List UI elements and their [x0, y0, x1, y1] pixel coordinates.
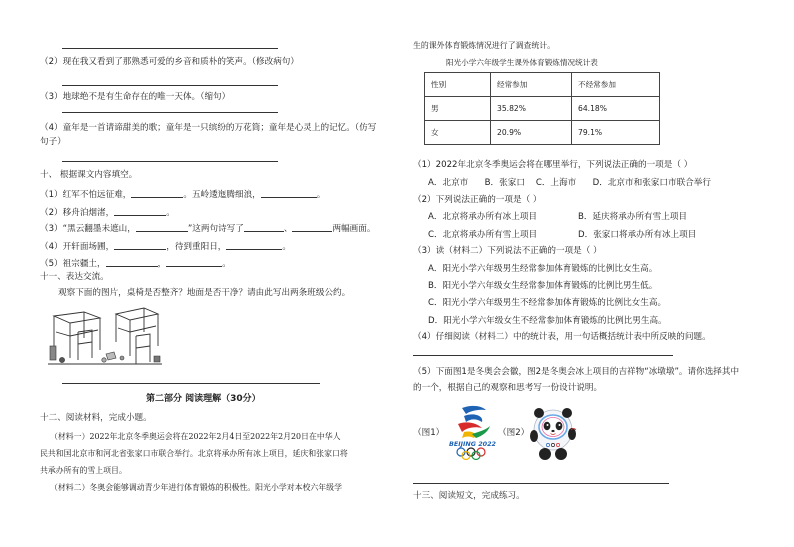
table-cell: 64.18% [572, 97, 660, 121]
option-b: B．阳光小学六年级女生经常参加体育锻炼的比例比男生低。 [428, 281, 658, 291]
question-2: （2）现在我又看到了那熟悉可爱的乡音和质朴的笑声。（修改病句） [40, 57, 299, 67]
option-c: C．北京将承办所有雪上项目 [428, 230, 538, 240]
fill-1-text-c: 。 [316, 190, 326, 200]
table-header-row [425, 73, 660, 97]
answer-line [413, 483, 669, 484]
blank-field[interactable] [166, 257, 222, 267]
blank-field[interactable] [292, 222, 332, 232]
fill-4-text-a: （4）开轩面场圃， [40, 242, 115, 252]
blank-field[interactable] [106, 257, 158, 267]
fill-5-text-a: （5）祖宗疆土， [40, 259, 106, 269]
fill-4 [40, 240, 291, 253]
reading-question-2: （2）下列说法正确的一项是（ ） [413, 195, 542, 205]
question-4-line2: 句子） [40, 137, 66, 147]
table-row [425, 121, 660, 145]
blank-field[interactable] [131, 188, 183, 198]
blank-field[interactable] [136, 222, 188, 232]
reading-question-5-line1: （5）下面图1是冬奥会会徽，图2是冬奥会冰上项目的吉祥物“冰墩墩”。请你选择其中 [413, 367, 740, 377]
section-11-prompt: 观察下面的图片，桌椅是否整齐？地面是否干净？请由此写出两条班级公约。 [58, 288, 351, 298]
table-header-cell: 性别 [425, 73, 491, 97]
fill-1 [40, 188, 325, 201]
part-2-title: 第二部分 阅读理解（30分） [146, 394, 261, 404]
fill-3-text-b: ”这两句诗写了 [187, 224, 244, 234]
option-a: A．北京将承办所有冰上项目 [428, 212, 538, 222]
fill-4-text-b: ，待到重阳日， [166, 242, 227, 252]
question-4-line1: （4）童年是一首请谛甜美的歌；童年是一只缤纷的万花筒；童年是心灵上的记忆。（仿写 [40, 123, 377, 133]
answer-line [62, 85, 278, 86]
option-b: B．延庆将承办所有雪上项目 [578, 212, 688, 222]
fill-1-text-b: 。五岭逶迤腾细浪， [183, 190, 261, 200]
answer-line [62, 48, 278, 49]
exercise-statistics-table [424, 72, 660, 145]
table-header-cell: 经常参加 [491, 73, 572, 97]
section-12-title: 十二、阅读材料，完成小题。 [40, 413, 152, 423]
material-2-line1: （材料二）冬奥会能够调动青少年进行体育锻炼的积极性。阳光小学对本校六年级学 [50, 483, 342, 492]
fill-2-text-b: 。 [166, 208, 175, 218]
blank-field[interactable] [114, 206, 166, 216]
reading-question-3: （3）读（材料二）下列说法不正确的一项是（ ） [413, 246, 602, 256]
option-a: A．阳光小学六年级男生经常参加体育锻炼的比例比女生高。 [428, 264, 658, 274]
fill-5-text-b: ， [157, 259, 167, 269]
blank-field[interactable] [114, 240, 166, 250]
table-row [425, 97, 660, 121]
answer-line [413, 355, 673, 356]
reading-question-1: （1）2022年北京冬季奥运会将在哪里举行，下列说法正确的一项是（ ） [413, 160, 693, 170]
question-3: （3）地球绝不是有生命存在的唯一天体。（缩句） [40, 92, 231, 102]
reading-question-5-line2: 的一个，根据自己的观察和思考写一份设计说明。 [413, 383, 603, 393]
answer-line [62, 112, 278, 113]
emblem-wordmark: BEIJING 2022 [449, 440, 496, 448]
table-cell: 女 [425, 121, 491, 145]
option-c: C．阳光小学六年级男生不经常参加体育锻炼的比例比女生高。 [428, 298, 667, 308]
fill-2 [40, 206, 175, 219]
fill-4-text-c: 。 [282, 242, 291, 252]
option-d: D．阳光小学六年级女生不经常参加体育锻炼的比例比男生高。 [428, 316, 667, 326]
reading-question-4: （4）仔细阅读（材料二）中的统计表，用一句话概括统计表中所反映的问题。 [413, 332, 711, 342]
material-2-continued: 生的课外体育锻炼情况进行了调查统计。 [413, 41, 556, 50]
material-1-line1: （材料一）2022年北京冬季奥运会将在2022年2月4日至2022年2月20日在中华人 [50, 432, 341, 441]
fill-3-text-c: 、 [283, 224, 293, 234]
section-13-title: 十三、阅读短文，完成练习。 [413, 491, 525, 501]
table-cell: 20.9% [491, 121, 572, 145]
fill-3 [40, 222, 375, 235]
material-1-line3: 共承办所有的雪上项目。 [40, 466, 127, 475]
table-header-cell: 不经常参加 [572, 73, 660, 97]
table-cell: 男 [425, 97, 491, 121]
option-d: D．张家口将承办所有冰上项目 [578, 230, 697, 240]
section-11-title: 十一、表达交流。 [40, 272, 109, 282]
material-1-line2: 民共和国北京市和河北省张家口市联合举行。北京将承办所有冰上项目，延庆和张家口将 [40, 449, 348, 458]
winter-olympics-emblem [448, 402, 498, 460]
figure-2-label: （图2） [498, 428, 530, 438]
answer-line [62, 383, 320, 384]
reading-question-1-options: A．北京市 B．张家口 C．上海市 D．北京市和张家口市联合举行 [428, 178, 711, 188]
messy-classroom-illustration [46, 302, 164, 368]
table-cell: 35.82% [491, 97, 572, 121]
section-10-title: 十、 根据课文内容填空。 [40, 170, 138, 180]
blank-field[interactable] [226, 240, 282, 250]
fill-2-text-a: （2）移舟泊烟渚， [40, 208, 115, 218]
fill-5 [40, 257, 231, 270]
fill-5-text-c: 。 [222, 259, 231, 269]
fill-3-text-a: （3）“黑云翻墨未遮山， [40, 224, 136, 234]
bing-dwen-dwen-mascot-icon [527, 402, 579, 464]
blank-field[interactable] [244, 222, 284, 232]
fill-1-text-a: （1）红军不怕远征难， [40, 190, 132, 200]
figure-1-label: （图1） [413, 428, 445, 438]
blank-field[interactable] [261, 188, 317, 198]
answer-line [62, 161, 278, 162]
table-cell: 79.1% [572, 121, 660, 145]
fill-3-text-d: 两幅画面。 [332, 224, 376, 234]
table-title: 阳光小学六年级学生课外体育锻炼情况统计表 [446, 58, 598, 67]
